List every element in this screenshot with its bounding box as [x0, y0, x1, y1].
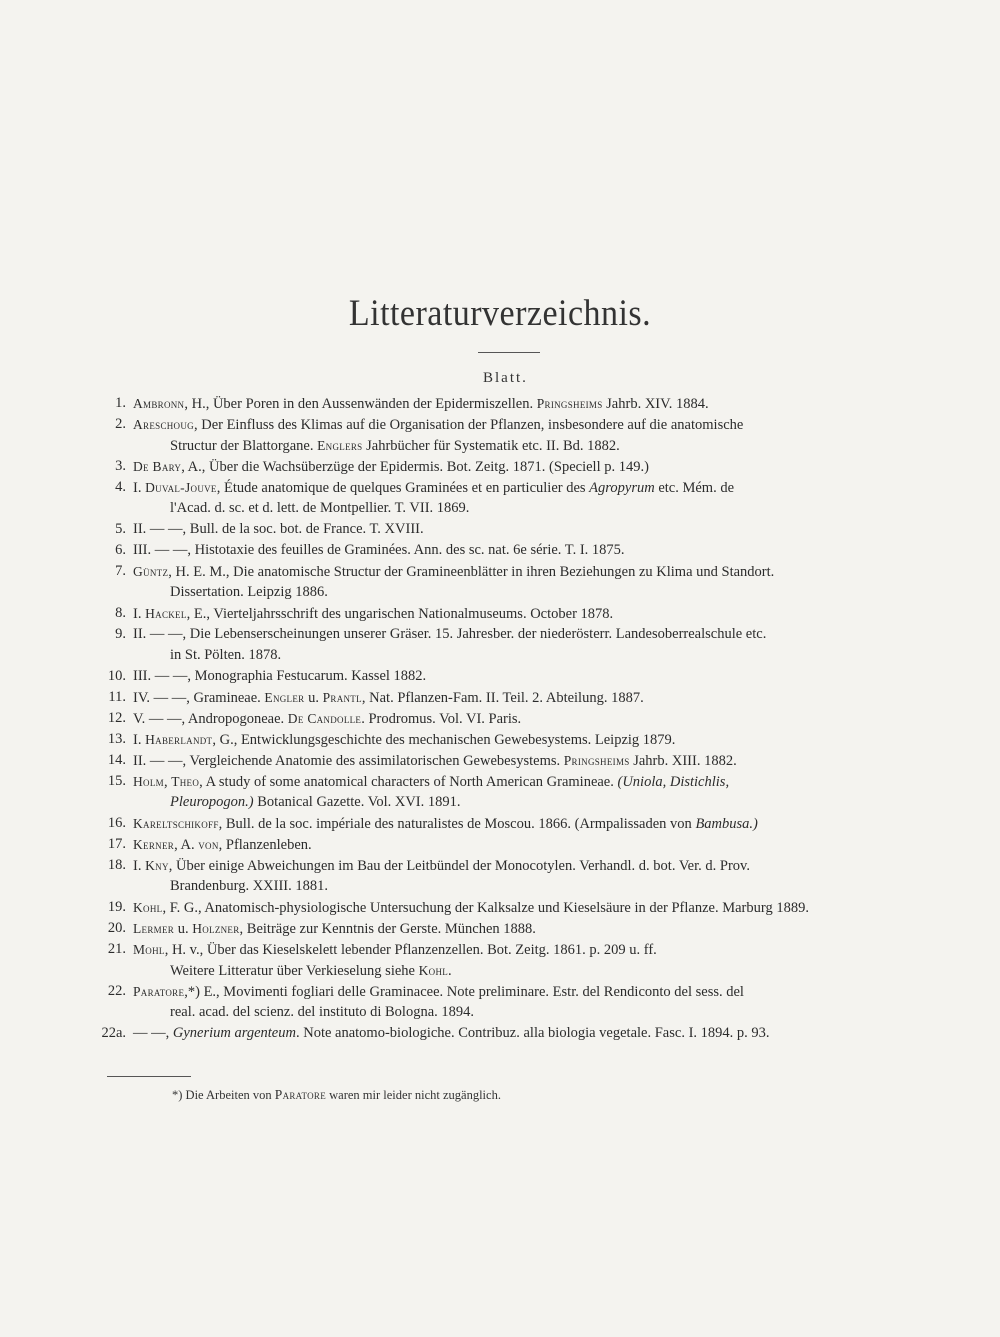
reference-segment: I. — [133, 606, 146, 622]
reference-entry — [0, 561, 1000, 582]
reference-continuation — [0, 498, 1000, 519]
reference-segment: ,*) E., Movimenti fogliari delle Graminacee. Note preliminare. Estr. del Rendiconto del sess. del — [184, 984, 744, 1000]
reference-entry — [0, 393, 1000, 414]
reference-number: 19. — [107, 899, 126, 915]
reference-segment: . Prodromus. Vol. VI. Paris. — [361, 711, 522, 727]
footnote-divider — [107, 1076, 191, 1077]
reference-text — [133, 414, 743, 436]
reference-text — [133, 750, 737, 772]
reference-entry — [0, 750, 1000, 771]
reference-segment: Brandenburg. XXIII. 1881. — [170, 878, 328, 894]
taxon-name: (Uniola, Distichlis, — [617, 774, 730, 790]
reference-entry — [0, 603, 1000, 624]
reference-number: 21. — [107, 941, 126, 957]
reference-text — [170, 876, 328, 897]
author-name: Areschoug — [133, 417, 194, 432]
reference-entry — [0, 1023, 1000, 1044]
author-name: Holm — [133, 774, 164, 789]
reference-text — [170, 435, 620, 457]
reference-segment: Botanical Gazette. Vol. XVI. 1891. — [253, 794, 461, 810]
reference-text — [133, 918, 536, 940]
reference-number: 4. — [115, 479, 126, 495]
reference-text — [133, 729, 675, 751]
reference-text — [133, 603, 613, 625]
author-name: Englers — [317, 438, 363, 453]
reference-segment: V. — —, Andropogoneae. — [133, 711, 288, 727]
author-name: Mohl — [133, 942, 165, 957]
reference-number: 13. — [107, 731, 126, 747]
author-name: Pringsheims — [536, 396, 603, 411]
reference-segment: Jahrb. XIV. 1884. — [602, 396, 709, 412]
reference-entry — [0, 981, 1000, 1002]
taxon-name: Bambusa.) — [695, 816, 758, 832]
reference-segment: l'Acad. d. sc. et d. lett. de Montpellier. T. VII. 1869. — [170, 500, 470, 516]
reference-text — [133, 708, 521, 730]
author-name: Hackel — [145, 606, 187, 621]
footnote-author: Paratore — [274, 1087, 327, 1102]
reference-entry — [0, 519, 1000, 540]
reference-entry — [0, 687, 1000, 708]
author-name: Pringsheims — [563, 753, 630, 768]
reference-segment: II. — —, Die Lebenserscheinungen unserer Gräser. 15. Jahresber. der niederösterr. Landesoberrealschule etc. — [133, 626, 767, 642]
author-name: De Candolle — [287, 711, 362, 726]
taxon-name: Agropyrum — [589, 480, 655, 496]
reference-text — [133, 834, 312, 856]
reference-text — [133, 540, 625, 561]
reference-segment: Dissertation. Leipzig 1886. — [170, 584, 328, 600]
reference-segment: u. — [304, 690, 323, 706]
title-divider — [478, 352, 540, 353]
reference-text — [133, 519, 424, 540]
reference-segment: real. acad. del scienz. del instituto di Bologna. 1894. — [170, 1004, 475, 1020]
reference-text — [133, 561, 774, 583]
reference-segment: . — [448, 963, 452, 979]
reference-entry — [0, 855, 1000, 876]
reference-text — [170, 645, 281, 666]
reference-segment: , Beiträge zur Kenntnis der Gerste. München 1888. — [239, 921, 536, 937]
reference-entry — [0, 939, 1000, 960]
reference-text — [133, 393, 709, 415]
reference-segment: I. — [133, 480, 146, 496]
reference-text — [133, 813, 758, 835]
reference-segment: . Note anatomo-biologiche. Contribuz. alla biologia vegetale. Fasc. I. 1894. p. 93. — [295, 1025, 770, 1041]
reference-continuation — [0, 792, 1000, 813]
reference-text — [133, 687, 644, 709]
page-title: Litteraturverzeichnis. — [348, 293, 652, 334]
reference-text — [133, 939, 657, 961]
author-name: Ambronn — [133, 396, 185, 411]
reference-text — [133, 477, 734, 499]
reference-segment: Structur der Blattorgane. — [170, 438, 318, 454]
reference-segment: , Bull. de la soc. impériale des naturalistes de Moscou. 1866. (Armpalissaden von — [218, 816, 696, 832]
reference-entry — [0, 540, 1000, 561]
reference-entry — [0, 708, 1000, 729]
reference-text — [133, 897, 809, 919]
reference-segment: , F. G., Anatomisch-physiologische Untersuchung der Kalksalze und Kieselsäure in der Pflanze. Marburg 1889. — [162, 900, 809, 916]
reference-segment: , H. v., Über das Kieselskelett lebender Pflanzenzellen. Bot. Zeitg. 1861. p. 209 u. ff. — [164, 942, 657, 958]
reference-list — [0, 393, 1000, 1044]
reference-number: 2. — [115, 416, 126, 432]
author-name: Güntz — [133, 564, 169, 579]
reference-segment: Jahrb. XIII. 1882. — [629, 753, 737, 769]
author-name: Kerner — [133, 837, 175, 852]
reference-text — [133, 771, 729, 793]
reference-entry — [0, 729, 1000, 750]
blatt-label: Blatt. — [483, 370, 528, 386]
reference-number: 12. — [107, 710, 126, 726]
reference-segment: u. — [174, 921, 193, 937]
footnote — [172, 1087, 501, 1103]
reference-entry — [0, 771, 1000, 792]
reference-text — [133, 1023, 770, 1044]
reference-number: 20. — [107, 920, 126, 936]
reference-number: 6. — [115, 542, 126, 558]
author-name: Haberlandt — [145, 732, 213, 747]
author-name: Theo — [171, 774, 200, 789]
reference-text — [170, 960, 452, 982]
reference-segment: — —, — [133, 1025, 173, 1041]
taxon-name: Gynerium argenteum — [172, 1025, 296, 1041]
reference-segment: , A study of some anatomical characters of North American Gramineae. — [199, 774, 618, 790]
reference-continuation — [0, 876, 1000, 897]
reference-segment: , Pflanzenleben. — [218, 837, 312, 853]
reference-continuation — [0, 435, 1000, 456]
reference-number: 1. — [115, 395, 126, 411]
reference-number: 14. — [107, 752, 126, 768]
reference-segment: , — [163, 774, 172, 790]
reference-continuation — [0, 582, 1000, 603]
reference-segment: , Nat. Pflanzen-Fam. II. Teil. 2. Abteilung. 1887. — [361, 690, 644, 706]
author-name: Kny — [145, 858, 169, 873]
reference-number: 7. — [115, 563, 126, 579]
reference-segment: , H., Über Poren in den Aussenwänden der Epidermiszellen. — [184, 396, 537, 412]
reference-segment: , G., Entwicklungsgeschichte des mechanischen Gewebesystems. Leipzig 1879. — [212, 732, 676, 748]
reference-segment: III. — —, Monographia Festucarum. Kassel 1882. — [133, 668, 427, 684]
reference-number: 16. — [107, 815, 126, 831]
author-name: Holzner — [192, 921, 240, 936]
reference-segment: , Der Einfluss des Klimas auf die Organisation der Pflanzen, insbesondere auf die anatomische — [193, 417, 744, 433]
reference-segment: , Étude anatomique de quelques Graminées et en particulier des — [216, 480, 590, 496]
reference-entry — [0, 477, 1000, 498]
reference-number: 5. — [115, 521, 126, 537]
reference-number: 10. — [107, 668, 126, 684]
reference-number: 18. — [107, 857, 126, 873]
author-name: De Bary — [133, 459, 182, 474]
reference-number: 22. — [107, 983, 126, 999]
reference-entry — [0, 624, 1000, 645]
reference-number: 8. — [115, 605, 126, 621]
reference-number: 17. — [107, 836, 126, 852]
reference-segment: , H. E. M., Die anatomische Structur der Gramineenblätter in ihren Beziehungen zu Klima und Standort. — [168, 564, 775, 580]
author-name: Kareltschikoff — [133, 816, 219, 831]
reference-number: 11. — [108, 689, 126, 705]
reference-entry — [0, 666, 1000, 687]
reference-text — [133, 666, 426, 687]
taxon-name: Pleuropogon.) — [170, 794, 254, 810]
reference-segment: in St. Pölten. 1878. — [170, 647, 282, 663]
reference-number: 15. — [107, 773, 126, 789]
reference-entry — [0, 897, 1000, 918]
reference-number: 3. — [115, 458, 126, 474]
reference-segment: II. — —, Vergleichende Anatomie des assimilatorischen Gewebesystems. — [133, 753, 564, 769]
footnote-text-rest: waren mir leider nicht zugänglich. — [326, 1088, 501, 1102]
reference-segment: etc. Mém. de — [654, 480, 735, 496]
reference-segment: III. — —, Histotaxie des feuilles de Graminées. Ann. des sc. nat. 6e série. T. I. 1875. — [133, 542, 625, 558]
reference-continuation — [0, 960, 1000, 981]
reference-segment: I. — [133, 732, 146, 748]
reference-segment: I. — [133, 858, 146, 874]
reference-entry — [0, 918, 1000, 939]
reference-segment: IV. — —, Gramineae. — [133, 690, 265, 706]
reference-segment: Weitere Litteratur über Verkieselung siehe — [170, 963, 419, 979]
reference-continuation — [0, 1002, 1000, 1023]
author-name: Lermer — [133, 921, 175, 936]
reference-text — [133, 855, 750, 877]
reference-entry — [0, 813, 1000, 834]
author-name: Kohl — [133, 900, 163, 915]
author-name: Kohl — [418, 963, 449, 978]
reference-continuation — [0, 645, 1000, 666]
reference-entry — [0, 456, 1000, 477]
author-name: Paratore — [133, 984, 185, 999]
reference-entry — [0, 414, 1000, 435]
reference-text — [170, 792, 461, 813]
author-name: von — [198, 837, 219, 852]
reference-number: 22a. — [101, 1025, 126, 1041]
author-name: Prantl — [322, 690, 362, 705]
author-name: Engler — [264, 690, 305, 705]
reference-text — [133, 624, 766, 645]
footnote-text: *) Die Arbeiten von — [172, 1088, 275, 1102]
reference-text — [133, 456, 649, 478]
reference-text — [170, 582, 328, 603]
reference-entry — [0, 834, 1000, 855]
reference-segment: , E., Vierteljahrsschrift des ungarischen Nationalmuseums. October 1878. — [186, 606, 614, 622]
reference-text — [170, 498, 469, 519]
reference-text — [170, 1002, 474, 1023]
reference-segment: , Über einige Abweichungen im Bau der Leitbündel der Monocotylen. Verhandl. d. bot. Ver. d. Prov. — [168, 858, 750, 874]
reference-segment: II. — —, Bull. de la soc. bot. de France. T. XVIII. — [133, 521, 424, 537]
reference-segment: , A., Über die Wachsüberzüge der Epidermis. Bot. Zeitg. 1871. (Speciell p. 149.) — [181, 459, 649, 475]
reference-text — [133, 981, 744, 1003]
author-name: Duval-Jouve — [145, 480, 217, 495]
reference-number: 9. — [115, 626, 126, 642]
reference-segment: , A. — [174, 837, 199, 853]
reference-segment: Jahrbücher für Systematik etc. II. Bd. 1882. — [362, 438, 620, 454]
